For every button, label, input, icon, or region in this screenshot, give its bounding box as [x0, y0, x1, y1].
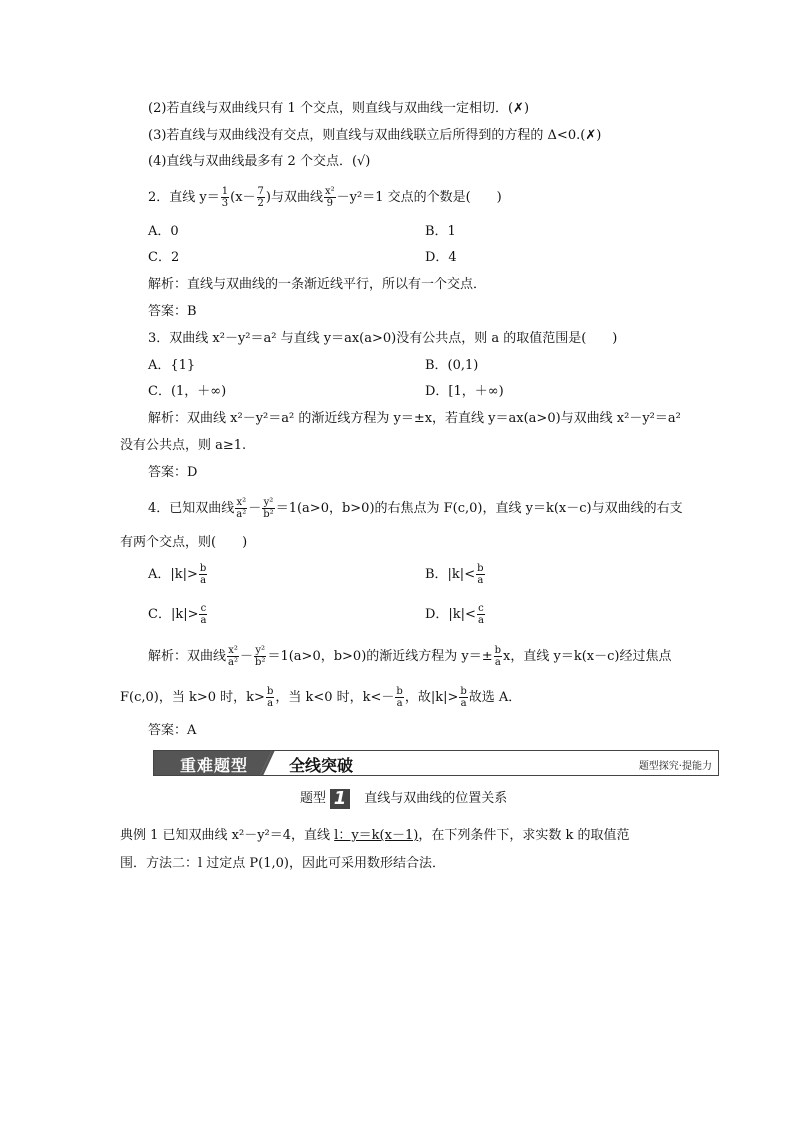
example-1-line-2: 围．方法二：l 过定点 P(1,0)，因此可采用数形结合法．	[120, 856, 445, 871]
example-1-line-1: 典例 1 已知双曲线 x²－y²＝4，直线 l：y＝k(x－1)，在下列条件下，求实数 k 的取值范	[120, 828, 630, 843]
q3-answer: 答案：D	[148, 465, 198, 480]
q2-option-a: A．0	[148, 224, 179, 239]
q3-option-a: A．{1}	[148, 358, 196, 373]
question-2-stem: 2．直线 y＝ $\frac{1}{3}$ (x－ $\frac{7}{2}$ )与双曲线 $\frac{\text{x²}}{9}$ －y²＝1 交点的个数是( )	[148, 186, 502, 209]
q4-analysis-2: F(c,0)，当 k>0 时，k> $\frac{b}{a}$ ，当 k<0 时，k<－ $\frac{b}{a}$ ，故|k|> $\frac{b}{a}$ 故选 A．	[120, 686, 522, 709]
q2-option-b: B．1	[425, 224, 456, 239]
fraction: $\frac{\text{x²}}{\text{a²}}$	[236, 497, 247, 520]
topic-title: 直线与双曲线的位置关系	[364, 791, 508, 806]
q2-analysis: 解析：直线与双曲线的一条渐近线平行，所以有一个交点．	[148, 277, 487, 292]
cross-mark: ✗	[585, 128, 597, 143]
question-4-stem: 4．已知双曲线 $\frac{\text{x²}}{\text{a²}}$ － $\frac{\text{y²}}{\text{b²}}$ ＝1(a>0，b>0)的右焦点为 F(c,0)，直线 y＝k(x－c)与双曲线的右支	[148, 497, 683, 520]
q3-analysis-2: 没有公共点，则 a≥1.	[120, 438, 247, 453]
q4-analysis-1: 解析：双曲线 $\frac{\text{x²}}{\text{a²}}$ － $\frac{\text{y²}}{\text{b²}}$ ＝1(a>0，b>0)的渐近线方程为 y＝± $\frac{b}{a}$ x，直线 y＝k(x－c)经过焦点	[148, 645, 672, 668]
section-banner	[153, 750, 719, 776]
fraction: $\frac{\text{y²}}{\text{b²}}$	[263, 497, 274, 520]
judgment-3: (3)若直线与双曲线没有交点，则直线与双曲线联立后所得到的方程的 Δ<0.(✗)	[148, 128, 602, 143]
q4-option-b: B．|k|< $\frac{b}{a}$	[425, 563, 484, 586]
question-4-stem-2: 有两个交点，则( )	[120, 535, 248, 550]
fraction: $\frac{7}{2}$	[257, 186, 264, 209]
topic-heading: 题型 1 直线与双曲线的位置关系	[300, 787, 508, 809]
q4-option-c: C．|k|> $\frac{c}{a}$	[148, 603, 207, 626]
judgment-4: (4)直线与双曲线最多有 2 个交点．(√)	[148, 154, 371, 169]
banner-tag: 题型探究·提能力	[638, 761, 712, 772]
q2-option-c: C．2	[148, 250, 180, 265]
q3-analysis-1: 解析：双曲线 x²－y²＝a² 的渐近线方程为 y＝±x，若直线 y＝ax(a>0)与双曲线 x²－y²＝a²	[148, 411, 681, 426]
judgment-2: (2)若直线与双曲线只有 1 个交点，则直线与双曲线一定相切．(✗)	[148, 101, 530, 116]
q3-option-d: D．[1，＋∞)	[425, 384, 504, 399]
q2-option-d: D．4	[425, 250, 457, 265]
q2-answer: 答案：B	[148, 304, 197, 319]
q3-option-c: C．(1，＋∞)	[148, 384, 227, 399]
fraction: $\frac{\text{x²}}{9}$	[324, 186, 335, 209]
banner-subtitle: 全线突破	[289, 756, 354, 775]
q4-option-d: D．|k|< $\frac{c}{a}$	[425, 603, 484, 626]
fraction: $\frac{1}{3}$	[221, 186, 229, 209]
topic-number-badge: 1	[330, 789, 350, 809]
banner-title: 重难题型	[180, 756, 249, 775]
q4-answer: 答案：A	[148, 723, 197, 738]
q4-option-a: A．|k|> $\frac{b}{a}$	[148, 563, 207, 586]
cross-mark: ✗	[513, 101, 524, 116]
q3-option-b: B．(0,1)	[425, 358, 479, 373]
question-3-stem: 3．双曲线 x²－y²＝a² 与直线 y＝ax(a>0)没有公共点，则 a 的取值范围是( )	[148, 331, 618, 346]
